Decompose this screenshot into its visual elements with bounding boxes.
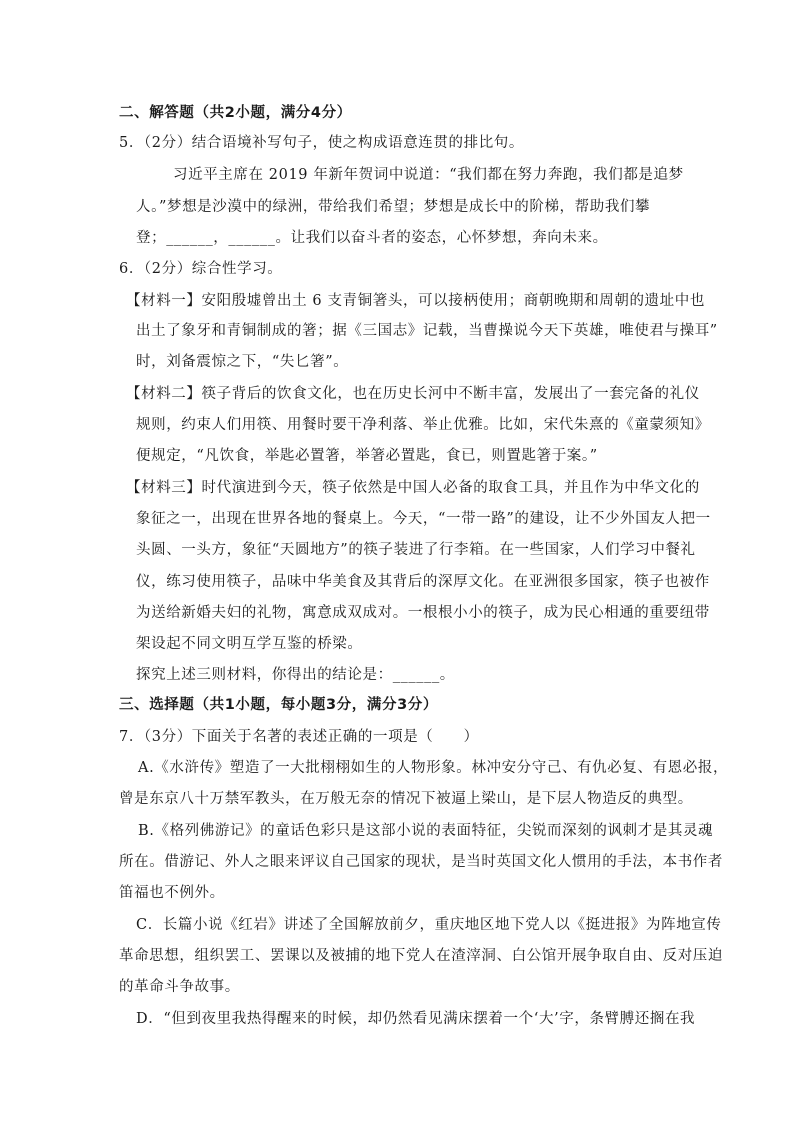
option-b-line: 所在。借游记、外人之眼来评议自己国家的现状，是当时英国文化人惯用的手法，本书作者 bbox=[119, 854, 723, 870]
material-line: 【材料三】时代演进到今天，筷子依然是中国人必备的取食工具，并且作为中华文化的 bbox=[126, 480, 700, 496]
option-c-line: C．长篇小说《红岩》讲述了全国解放前夕，重庆地区地下党人以《挺进报》为阵地宣传 bbox=[136, 917, 722, 933]
material-line: 规则，约束人们用筷、用餐时要干净利落、举止优雅。比如，宋代朱熹的《童蒙须知》 bbox=[136, 417, 710, 433]
material-line: 头圆、一头方，象征“天圆地方”的筷子装进了行李箱。在一些国家，人们学习中餐礼 bbox=[136, 542, 696, 558]
question-5-stem: 5．（2分）结合语境补写句子，使之构成语意连贯的排比句。 bbox=[119, 135, 524, 151]
question-7-stem: 7．（3分）下面关于名著的表述正确的一项是（ ） bbox=[119, 729, 479, 745]
material-line: 【材料二】筷子背后的饮食文化，也在历史长河中不断丰富，发展出了一套完备的礼仪 bbox=[126, 386, 700, 402]
option-a-line: A.《水浒传》塑造了一大批栩栩如生的人物形象。林冲安分守己、有仇必复、有恩必报， bbox=[138, 760, 729, 776]
section-three-heading: 三、选择题（共1小题，每小题3分，满分3分） bbox=[119, 697, 438, 713]
material-line: 便规定，“凡饮食，举匙必置箸，举箸必置匙，食已，则置匙箸于案。” bbox=[136, 448, 598, 464]
option-d-line: D．“但到夜里我热得醒来的时候，却仍然看见满床摆着一个‘大’字，条臂膊还搁在我 bbox=[136, 1011, 696, 1027]
material-line: 时，刘备震惊之下，“失匕箸”。 bbox=[136, 354, 349, 370]
question-5-passage-line: 登；______，______。让我们以奋斗者的姿态，心怀梦想，奔向未来。 bbox=[136, 230, 608, 246]
material-line: 为送给新婚夫妇的礼物，寓意成双成对。一根根小小的筷子，成为民心相通的重要纽带 bbox=[136, 605, 710, 621]
question-5-passage-line: 人。”梦想是沙漠中的绿洲，带给我们希望；梦想是成长中的阶梯，帮助我们攀 bbox=[136, 199, 651, 215]
material-line: 【材料一】安阳殷墟曾出土 6 支青铜箸头，可以接柄使用；商朝晚期和周朝的遗址中也 bbox=[126, 293, 705, 309]
question-6-stem: 6．（2分）综合性学习。 bbox=[119, 261, 283, 277]
section-two-heading: 二、解答题（共2小题，满分4分） bbox=[119, 105, 352, 121]
option-b-line: B.《格列佛游记》的童话色彩只是这部小说的表面特征，尖锐而深刻的讽刺才是其灵魂 bbox=[138, 823, 714, 839]
material-line: 架设起不同文明互学互鉴的桥梁。 bbox=[136, 636, 363, 652]
option-a-line: 曾是东京八十万禁军教头，在万般无奈的情况下被逼上梁山，是下层人物造反的典型。 bbox=[119, 791, 693, 807]
question-6-prompt: 探究上述三则材料，你得出的结论是：______。 bbox=[136, 667, 455, 683]
option-c-line: 的革命斗争故事。 bbox=[119, 979, 240, 995]
material-line: 象征之一，出现在世界各地的餐桌上。今天，“一带一路”的建设，让不少外国友人把一 bbox=[136, 511, 711, 527]
option-c-line: 革命思想，组织罢工、罢课以及被捕的地下党人在渣滓洞、白公馆开展争取自由、反对压迫 bbox=[119, 948, 723, 964]
question-5-passage-line: 习近平主席在 2019 年新年贺词中说道：“我们都在努力奔跑，我们都是追梦 bbox=[173, 167, 684, 183]
material-line: 仪，练习使用筷子，品味中华美食及其背后的深厚文化。在亚洲很多国家，筷子也被作 bbox=[136, 574, 710, 590]
material-line: 出土了象牙和青铜制成的箸；据《三国志》记载，当曹操说今天下英雄，唯使君与操耳” bbox=[136, 323, 718, 339]
option-b-line: 笛福也不例外。 bbox=[119, 885, 225, 901]
